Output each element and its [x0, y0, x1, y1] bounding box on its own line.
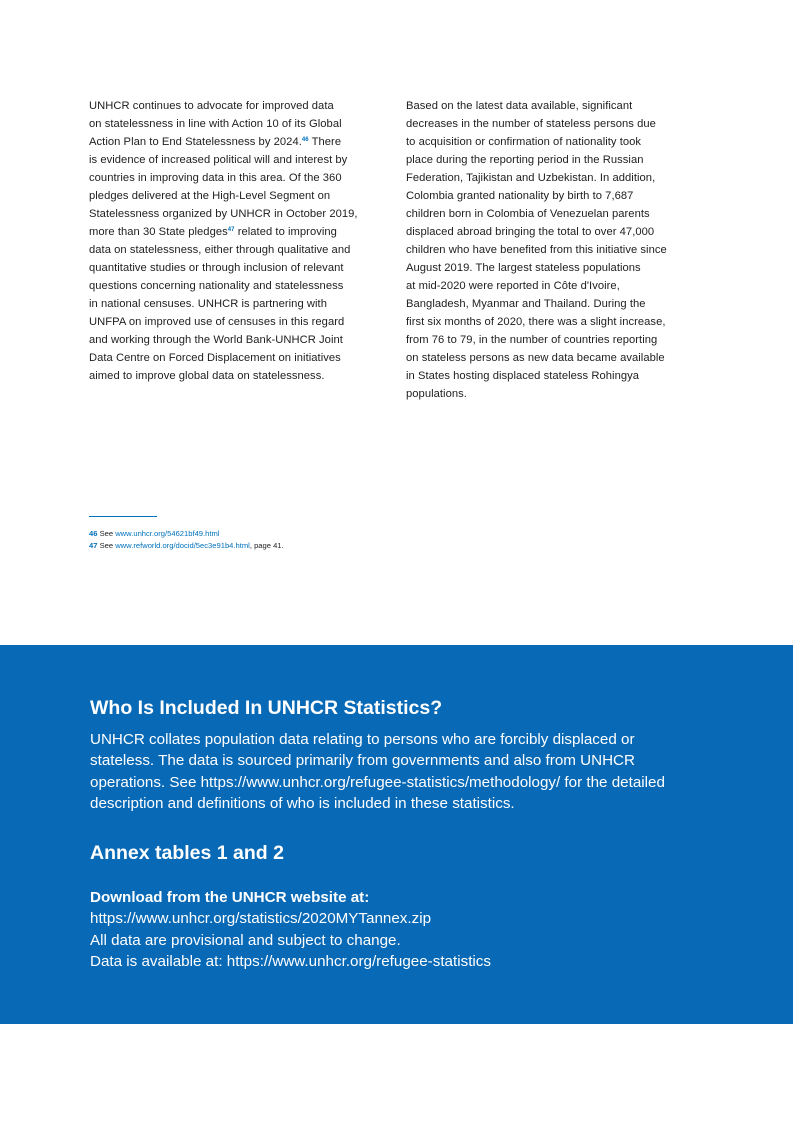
text-line: questions concerning nationality and statelessness [89, 280, 344, 292]
text-line: children who have benefited from this initiative since [406, 244, 667, 256]
text-line: description and definitions of who is included in these statistics. [90, 794, 515, 812]
text-line: on stateless persons as new data became available [406, 352, 665, 364]
footnote-ref-47[interactable]: 47 [227, 227, 235, 233]
text-line: and working through the World Bank-UNHCR Joint [89, 334, 343, 346]
text-line: pledges delivered at the High-Level Segment on [89, 190, 331, 202]
info-box [0, 645, 793, 1024]
text-line: to acquisition or confirmation of nationality took [406, 136, 642, 148]
provisional-note: All data are provisional and subject to change. [90, 931, 401, 949]
right-column-text [406, 97, 706, 403]
text-line: place during the reporting period in the Russian [406, 154, 644, 166]
text-line: August 2019. The largest stateless populations [406, 262, 641, 274]
footnote-47 [89, 540, 284, 552]
text-line: stateless. The data is sourced primarily from governments and also from UNHCR [90, 752, 635, 770]
footnote-number: 46 [89, 529, 98, 538]
footnote-prefix: See [99, 541, 116, 550]
text-line: data on statelessness, either through qualitative and [89, 244, 351, 256]
text-line: more than 30 State pledges$^{47}$ related to improving [89, 226, 337, 238]
text-line: countries in improving data in this area. Of the 360 [89, 172, 342, 184]
text-line: aimed to improve global data on statelessness. [89, 370, 325, 382]
info-box-body [90, 729, 665, 814]
text-line: UNFPA on improved use of censuses in this regard [89, 316, 345, 328]
footnotes [89, 528, 284, 552]
download-section [90, 887, 491, 972]
footnote-divider [89, 516, 157, 517]
left-column-text [89, 97, 389, 385]
text-line: Statelessness organized by UNHCR in October 2019, [89, 208, 358, 220]
footnote-prefix: See [99, 529, 116, 538]
text-line: Data Centre on Forced Displacement on initiatives [89, 352, 341, 364]
text-line: decreases in the number of stateless persons due [406, 118, 656, 130]
text-line: operations. See https://www.unhcr.org/refugee-statistics/methodology/ for the detailed [90, 773, 665, 791]
text-line: displaced abroad bringing the total to over 47,000 [406, 226, 655, 238]
text-line: quantitative studies or through inclusion of relevant [89, 262, 344, 274]
text-line: UNHCR collates population data relating to persons who are forcibly displaced or [90, 731, 635, 748]
text-line: populations. [406, 388, 467, 400]
download-link[interactable]: https://www.unhcr.org/statistics/2020MYTannex.zip [90, 910, 432, 928]
text-line: Action Plan to End Statelessness by 2024.46 There [89, 136, 342, 148]
footnote-number: 47 [89, 541, 98, 550]
footnote-ref-46[interactable]: 46 [301, 137, 309, 143]
footnote-suffix: , page 41. [249, 541, 284, 550]
text-line: at mid-2020 were reported in Côte d'Ivoire, [406, 280, 620, 292]
footnote-link[interactable]: www.refworld.org/docid/5ec3e91b4.html [115, 541, 250, 550]
text-line: Federation, Tajikistan and Uzbekistan. In addition, [406, 172, 656, 184]
text-line: Colombia granted nationality by birth to 7,687 [406, 190, 634, 202]
text-line: on statelessness in line with Action 10 of its Global [89, 118, 342, 130]
availability-note: Data is available at: https://www.unhcr.org/refugee-statistics [90, 952, 491, 970]
footnote-link[interactable]: www.unhcr.org/54621bf49.html [115, 529, 220, 538]
text-line: in national censuses. UNHCR is partnering with [89, 298, 327, 310]
text-line: UNHCR continues to advocate for improved data [89, 100, 334, 112]
download-label: Download from the UNHCR website at: [90, 889, 370, 906]
footnote-46 [89, 528, 284, 540]
text-line: children born in Colombia of Venezuelan parents [406, 208, 650, 220]
text-line: first six months of 2020, there was a slight increase, [406, 316, 666, 328]
text-line: Bangladesh, Myanmar and Thailand. During the [406, 298, 646, 310]
text-line: is evidence of increased political will and interest by [89, 154, 348, 166]
text-line: from 76 to 79, in the number of countries reporting [406, 334, 658, 346]
annex-title: Annex tables 1 and 2 [90, 842, 284, 864]
text-line: in States hosting displaced stateless Rohingya [406, 370, 640, 382]
text-line: Based on the latest data available, significant [406, 100, 633, 112]
info-box-title: Who Is Included In UNHCR Statistics? [90, 697, 443, 719]
